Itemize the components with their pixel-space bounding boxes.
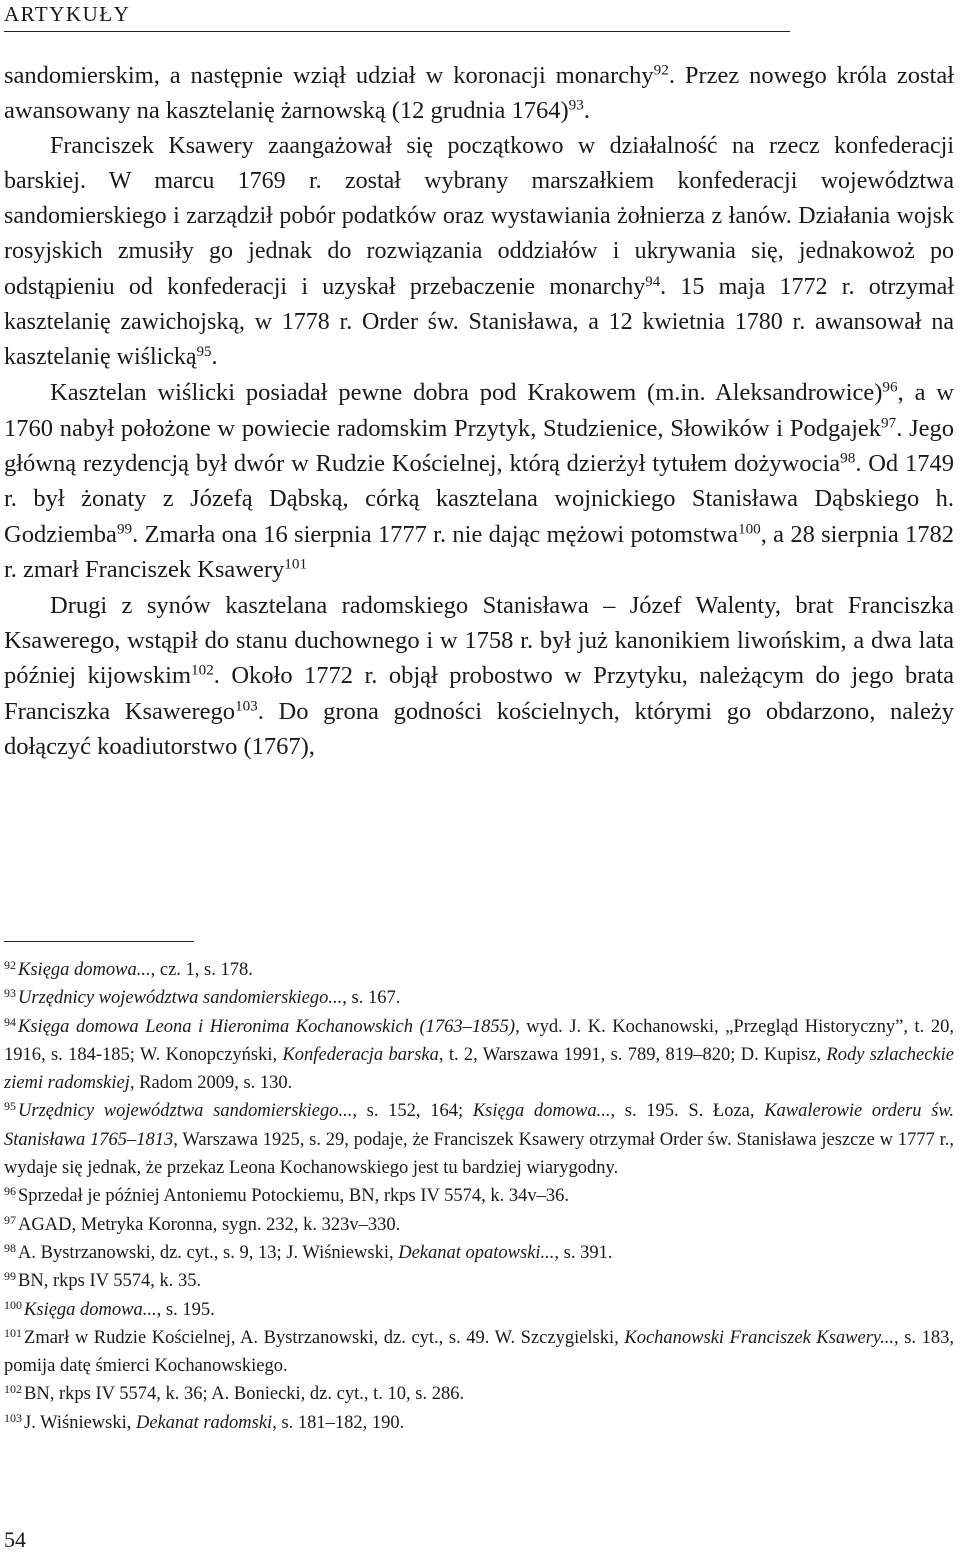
footnote-96 — [4, 1182, 954, 1210]
footnote-number: 101 — [4, 1325, 23, 1340]
italic-title: Księga domowa Leona i Hieronima Kochanowskich (1763–1855) — [18, 1016, 516, 1037]
text-run: . — [211, 344, 218, 371]
text-run: . Do grona godności kościelnych, którymi go obdarzono, należy dołączyć koadiutorstwo (1767), — [4, 697, 954, 761]
italic-title: Księga domowa... — [472, 1101, 611, 1122]
italic-title: Konfederacja barska — [282, 1044, 439, 1065]
footnote-ref: 100 — [737, 520, 761, 538]
text-run: Kasztelan wiślicki posiadał pewne dobra pod Krakowem (m.in. Aleksandrowice) — [50, 379, 883, 407]
text-run: . Od 1749 r. był żonaty z Józefą Dąbską, córką kasztelana wojnickiego Stanisława Dąbskiego h. Godziemba — [4, 450, 954, 548]
paragraph-2 — [4, 129, 954, 375]
paragraph-3 — [4, 375, 954, 587]
text-run: Franciszek Ksawery zaangażował się początkowo w działalność na rzecz konfederacji barskiej. W marcu 1769 r. został wybrany marszałkiem konfederacji województwa sandomierskiego i zarządził pobór podatków oraz wystawiania żołnierza z łanów. Działania wojsk rosyjskich zmusiły go jednak do rozwiązania oddziałów i ukrywania się, jednakowoż po odstąpieniu od konfederacji i uzyskał przebaczenie monarchy — [4, 132, 954, 300]
text-run: , a w 1760 nabył położone w powiecie radomskim Przytyk, Studzienice, Słowików i Podgajek — [4, 379, 954, 442]
italic-title: Księga domowa... — [24, 1299, 157, 1320]
text-run: , cz. 1, s. 178. — [150, 960, 253, 980]
footnote-number: 96 — [4, 1184, 17, 1199]
footnote-ref: 97 — [881, 414, 897, 432]
header-rule — [4, 31, 790, 32]
page-number: 54 — [4, 1527, 26, 1552]
footnote-number: 93 — [4, 986, 17, 1001]
footnote-ref: 99 — [116, 520, 133, 538]
footnote-93 — [4, 984, 954, 1012]
text-run: . Jego główną rezydencją był dwór w Rudzie Kościelnej, którą dzierżył tytułem dożywocia — [4, 414, 954, 478]
italic-title: Kochanowski Franciszek Ksawery... — [624, 1327, 894, 1348]
footnote-ref: 96 — [882, 378, 898, 396]
text-run: . Przez nowego króla został awansowany na kasztelanię żarnowską (12 grudnia 1764) — [4, 62, 954, 125]
text-run: , s. 183, pomija datę śmierci Kochanowskiego. — [4, 1327, 954, 1377]
text-run: , s. 195. — [156, 1299, 215, 1320]
text-run: . Zmarła ona 16 sierpnia 1777 r. nie dając mężowi potomstwa — [132, 520, 738, 548]
footnote-ref: 98 — [840, 449, 856, 467]
footnote-number: 103 — [4, 1410, 23, 1425]
text-run: , a 28 sierpnia 1782 r. zmarł Franciszek Ksawery — [4, 520, 954, 584]
footnote-103 — [4, 1409, 954, 1437]
text-run: , s. 152, 164; — [352, 1101, 473, 1122]
footnote-ref: 94 — [645, 273, 661, 290]
footnote-102 — [4, 1380, 954, 1408]
text-run: , t. 2, Warszawa 1991, s. 789, 819–820; D. Kupisz, — [438, 1044, 827, 1065]
text-run: BN, rkps IV 5574, k. 35. — [18, 1271, 202, 1292]
footnote-ref: 92 — [653, 61, 669, 79]
text-run: , s. 167. — [342, 988, 401, 1009]
footnote-92 — [4, 956, 954, 984]
text-run: , s. 181–182, 190. — [272, 1412, 405, 1433]
text-run: A. Bystrzanowski, dz. cyt., s. 9, 13; J. Wiśniewski, — [18, 1242, 399, 1263]
text-run: Zmarł w Rudzie Kościelnej, A. Bystrzanowski, dz. cyt., s. 49. W. Szczygielski, — [24, 1327, 625, 1348]
footnote-number: 102 — [4, 1382, 23, 1397]
footnote-ref: 103 — [234, 697, 258, 715]
footnote-99 — [4, 1267, 954, 1295]
footnote-100 — [4, 1296, 954, 1324]
text-run: Sprzedał je później Antoniemu Potockiemu, BN, rkps IV 5574, k. 34v–36. — [18, 1186, 570, 1207]
footnote-ref: 101 — [284, 555, 308, 573]
footnote-ref: 93 — [568, 97, 584, 115]
paragraph-1 — [4, 58, 954, 129]
italic-title: Księga domowa... — [18, 960, 151, 980]
text-run: , s. 391. — [554, 1242, 613, 1263]
body-text — [4, 58, 954, 765]
footnote-number: 98 — [4, 1240, 17, 1255]
text-run: . 15 maja 1772 r. otrzymał kasztelanię zawichojską, w 1778 r. Order św. Stanisława, a 12 kwietnia 1780 r. awansował na kasztelanię wiślicką — [4, 273, 955, 371]
text-run: , wyd. J. K. Kochanowski, „Przegląd Historyczny”, t. 20, 1916, s. 184-185; W. Konopczyński, — [4, 1016, 954, 1065]
italic-title: Rody szlacheckie ziemi radomskiej, — [4, 1044, 955, 1094]
text-run: J. Wiśniewski, — [24, 1412, 137, 1433]
text-run: Radom 2009, s. 130. — [134, 1073, 293, 1094]
italic-title: Dekanat opatowski... — [398, 1242, 555, 1263]
footnote-95 — [4, 1097, 954, 1182]
footnote-ref: 95 — [196, 343, 212, 360]
italic-title: Dekanat radomski — [136, 1412, 273, 1433]
text-run: AGAD, Metryka Koronna, sygn. 232, k. 323v–330. — [18, 1214, 401, 1235]
footnote-number: 92 — [4, 958, 17, 972]
text-run: , Warszawa 1925, s. 29, podaje, że Franciszek Ksawery otrzymał Order św. Stanisława jeszcze w 1777 r., wydaje się jednak, że przekaz Leona Kochanowskiego jest tu bardziej wiarygodny. — [4, 1129, 954, 1179]
text-run: . Około 1772 r. objął probostwo w Przytyku, należącym do jego brata Franciszka Ksawerego — [4, 662, 954, 725]
footnotes — [4, 956, 954, 1437]
text-run: BN, rkps IV 5574, k. 36; A. Boniecki, dz. cyt., t. 10, s. 286. — [24, 1384, 465, 1405]
footnote-rule — [4, 941, 194, 942]
running-header: ARTYKUŁY — [4, 2, 131, 26]
italic-title: Urzędnicy województwa sandomierskiego... — [18, 988, 343, 1009]
footnote-94 — [4, 1013, 954, 1098]
footnote-number: 94 — [4, 1014, 17, 1029]
text-run: . — [583, 97, 590, 125]
footnote-ref: 102 — [191, 662, 214, 680]
footnote-101 — [4, 1324, 954, 1381]
footnote-97 — [4, 1211, 954, 1239]
paragraph-4 — [4, 588, 954, 765]
text-run: Drugi z synów kasztelana radomskiego Stanisława – Józef Walenty, brat Franciszka Ksawerego, wstąpił do stanu duchownego i w 1758 r. był już kanonikiem liwońskim, a dwa lata później kijowskim — [4, 591, 954, 690]
text-run: , s. 195. S. Łoza, — [610, 1101, 765, 1122]
footnote-98 — [4, 1239, 954, 1267]
footnote-number: 95 — [4, 1099, 17, 1114]
footnote-number: 99 — [4, 1269, 17, 1284]
footnote-number: 97 — [4, 1212, 17, 1227]
italic-title: Urzędnicy województwa sandomierskiego... — [18, 1101, 353, 1122]
italic-title: Kawalerowie orderu św. Stanisława 1765–1813 — [4, 1101, 955, 1150]
footnote-number: 100 — [4, 1297, 23, 1312]
text-run: sandomierskim, a następnie wziął udział w koronacji monarchy — [4, 62, 654, 89]
